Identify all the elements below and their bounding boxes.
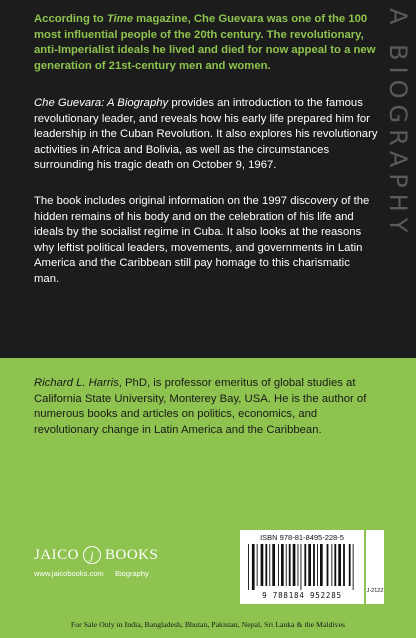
book-title: Che Guevara: A Biography xyxy=(34,97,169,109)
barcode-stripe xyxy=(265,544,267,586)
logo-left: JAICO xyxy=(34,546,80,563)
intro-paragraph xyxy=(34,12,378,74)
barcode-stripe xyxy=(331,544,332,586)
summary-text: provides an introduction to the famous revolutionary leader, and reveals how his early life prepared him for leadership in the Cuban Revolution. It also explores his revolutionary activities in Africa and Bolivia, as well as the circumstances surrounding his tragic death on October 9, 1967. xyxy=(34,97,378,172)
barcode-stripe xyxy=(272,544,275,586)
barcode-stripe xyxy=(349,544,351,586)
barcode-stripe xyxy=(308,544,311,586)
details-paragraph: The book includes original information on the 1997 discovery of the hidden remains of his body and on the celebration of his life and ideals by the socialist regime in Cuba. It also looks at the reasons why leftist political leaders, movements, and governments in Latin America and the Caribbean still pay homage to this charismatic man. xyxy=(34,195,370,285)
intro-before: According to xyxy=(34,13,107,25)
publisher-website: www.jaicobooks.com xyxy=(34,569,104,578)
publisher-logo xyxy=(34,544,158,566)
isbn-label: ISBN 978-81-8495-228-5 xyxy=(260,533,344,542)
barcode-stripe xyxy=(298,544,299,586)
intro-after: magazine, Che Guevara was one of the 100 most influential people of the 20th century. The revolutionary, anti-Imperialist ideals he lived and died for now appeal to a new generation of 21st-century men and women. xyxy=(34,13,376,72)
logo-mark-icon: j xyxy=(83,546,101,564)
catalog-code: J-2122 xyxy=(366,588,384,594)
author-bio-text: , PhD, is professor emeritus of global studies at California State University, Monterey Bay, USA. He is the author of numerous books and articles on politics, economics, and revolutionary change in Latin America and the Caribbean. xyxy=(34,377,367,436)
barcode-stripe xyxy=(257,544,258,586)
barcode-stripe xyxy=(334,544,336,586)
barcode-stripe xyxy=(338,544,341,586)
barcode-stripe xyxy=(353,544,354,590)
logo-right: BOOKS xyxy=(105,546,159,563)
barcode-stripe xyxy=(327,544,329,586)
barcode-stripe xyxy=(281,544,284,586)
barcode-stripe xyxy=(269,544,270,586)
summary-paragraph xyxy=(34,96,378,174)
genre-label: Biography xyxy=(115,569,149,578)
sale-territory-note: For Sale Only in India, Bangladesh, Bhutan, Pakistan, Nepal, Sri Lanka & the Maldives xyxy=(70,620,346,629)
barcode-stripe xyxy=(320,544,323,586)
barcode-stripe xyxy=(261,544,264,586)
author-bio xyxy=(34,376,378,438)
barcode-stripe xyxy=(252,544,255,590)
barcode-stripe xyxy=(289,544,291,586)
barcode-bars xyxy=(248,544,356,590)
intro-magazine: Time xyxy=(106,13,133,25)
barcode-stripe xyxy=(293,544,296,586)
side-title: A BIOGRAPHY xyxy=(384,8,412,239)
author-name: Richard L. Harris xyxy=(34,377,119,389)
catalog-code-box xyxy=(366,530,384,604)
barcode-stripe xyxy=(317,544,318,586)
barcode-stripe xyxy=(301,544,302,590)
barcode-stripe xyxy=(313,544,315,586)
barcode-stripe xyxy=(304,544,306,586)
barcode xyxy=(240,530,364,604)
barcode-stripe xyxy=(278,544,279,586)
barcode-stripe xyxy=(248,544,249,590)
barcode-digits: 9 788184 952285 xyxy=(262,591,342,600)
barcode-stripe xyxy=(343,544,345,586)
barcode-stripe xyxy=(286,544,287,586)
